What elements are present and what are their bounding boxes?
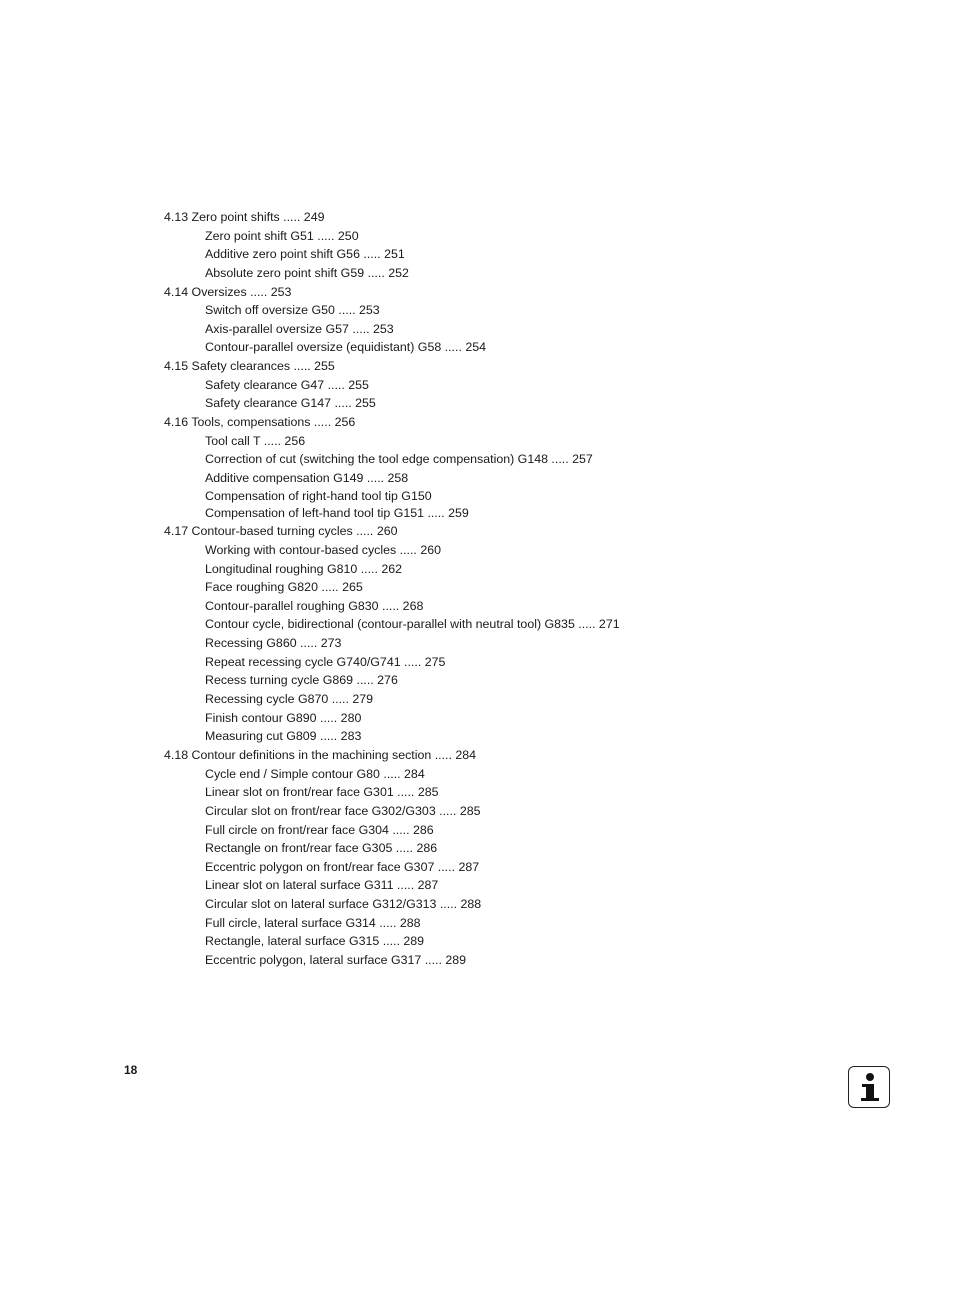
toc-subentry: Absolute zero point shift G59 ..... 252 [205,265,409,280]
toc-subentry: Contour-parallel oversize (equidistant) G58 ..... 254 [205,340,486,355]
info-icon-dot [866,1073,874,1081]
toc-subentry: Rectangle on front/rear face G305 ..... 286 [205,841,438,856]
toc-subentry: Face roughing G820 ..... 265 [205,580,363,595]
toc-subentry: Full circle on front/rear face G304 ..... 286 [205,822,434,837]
toc-subentry: Zero point shift G51 ..... 250 [205,228,359,243]
toc-section-entry: 4.14 Oversizes ..... 253 [164,284,292,299]
toc-subentry: Recessing G860 ..... 273 [205,636,342,651]
toc-subentry: Tool call T ..... 256 [205,433,306,448]
toc-subentry: Safety clearance G47 ..... 255 [205,377,369,392]
info-icon [848,1066,890,1108]
toc-subentry: Safety clearance G147 ..... 255 [205,396,376,411]
toc-subentry: Eccentric polygon on front/rear face G307 ..... 287 [205,859,480,874]
toc-subentry: Cycle end / Simple contour G80 ..... 284 [205,766,425,781]
toc-subentry: Linear slot on front/rear face G301 ..... 285 [205,785,439,800]
toc-section-entry: 4.15 Safety clearances ..... 255 [164,359,335,374]
page-number: 18 [124,1063,138,1077]
toc-section-entry: 4.13 Zero point shifts ..... 249 [164,210,325,224]
toc-subentry: Axis-parallel oversize G57 ..... 253 [205,321,394,336]
toc-subentry: Additive compensation G149 ..... 258 [205,470,409,485]
toc-subentry: Eccentric polygon, lateral surface G317 ..... 289 [205,952,467,967]
toc-subentry: Contour-parallel roughing G830 ..... 268 [205,598,424,613]
info-icon-base [861,1098,879,1101]
toc-section-entry: 4.16 Tools, compensations ..... 256 [164,415,356,430]
toc-subentry: Linear slot on lateral surface G311 ..... 287 [205,878,439,893]
table-of-contents [0,208,954,970]
toc-subentry: Finish contour G890 ..... 280 [205,710,362,725]
toc-subentry: Recessing cycle G870 ..... 279 [205,692,374,707]
toc-subentry: Additive zero point shift G56 ..... 251 [205,247,405,262]
toc-subentry: Contour cycle, bidirectional (contour-parallel with neutral tool) G835 ..... 271 [205,617,620,632]
toc-subentry: Rectangle, lateral surface G315 ..... 289 [205,934,425,949]
toc-section-entry: 4.18 Contour definitions in the machining section ..... 284 [164,747,477,762]
toc-subentry: Circular slot on front/rear face G302/G303 ..... 285 [205,803,481,818]
toc-subentry: Measuring cut G809 ..... 283 [205,729,362,744]
toc-subentry: Compensation of right-hand tool tip G150 [205,488,432,503]
toc-subentry: Working with contour-based cycles ..... 260 [205,542,441,557]
toc-subentry: Circular slot on lateral surface G312/G313 ..... 288 [205,897,482,912]
toc-subentry: Compensation of left-hand tool tip G151 ..... 259 [205,505,469,520]
toc-subentry: Longitudinal roughing G810 ..... 262 [205,561,403,576]
toc-subentry: Correction of cut (switching the tool edge compensation) G148 ..... 257 [205,452,593,467]
toc-subentry: Repeat recessing cycle G740/G741 ..... 275 [205,654,446,669]
toc-subentry: Recess turning cycle G869 ..... 276 [205,673,398,688]
toc-section-entry: 4.17 Contour-based turning cycles ..... 260 [164,524,398,539]
toc-subentry: Switch off oversize G50 ..... 253 [205,303,380,318]
toc-subentry: Full circle, lateral surface G314 ..... 288 [205,915,421,930]
